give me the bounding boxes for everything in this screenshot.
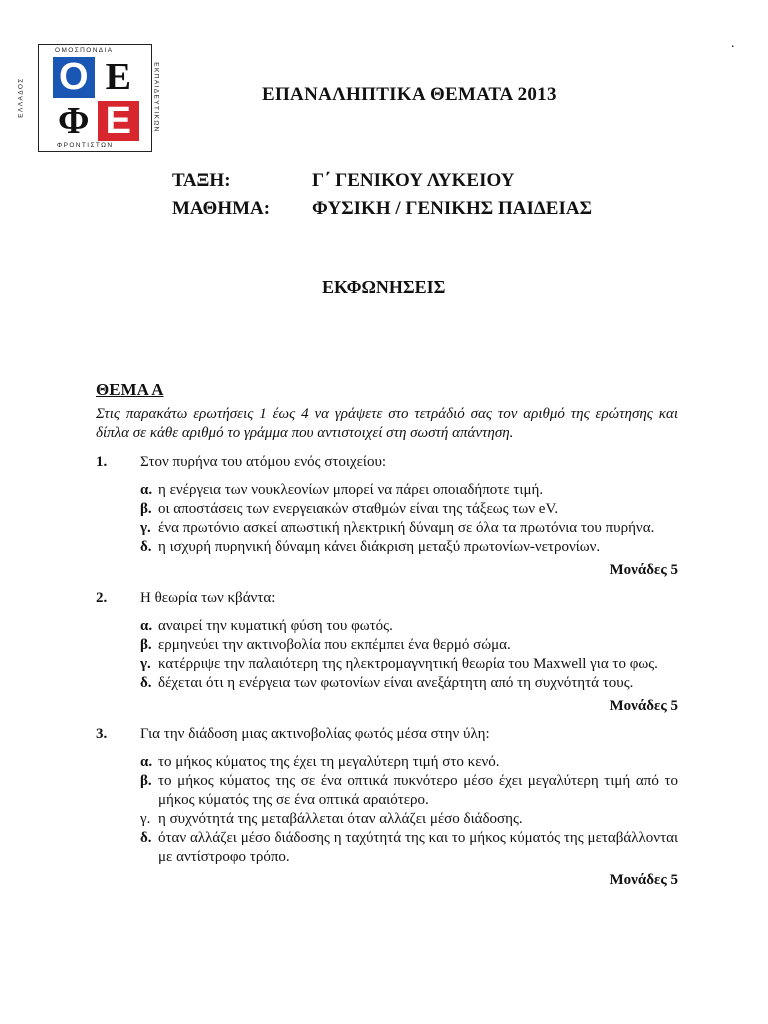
logo-letter-phi: Φ (53, 101, 95, 142)
logo-letter-epsilon: Ε (98, 57, 140, 98)
option-letter: δ. (140, 830, 152, 846)
option-letter: γ. (140, 811, 151, 827)
logo-grid (53, 57, 139, 141)
section-title: ΘΕΜΑ Α (96, 380, 164, 399)
option-text: όταν αλλάζει μέσο διάδοσης η ταχύτητά της και το μήκος κύματός της μεταβάλλονται με αντίστροφο τρόπο. (158, 830, 678, 865)
logo-letter-omicron: Ο (53, 57, 95, 98)
section-intro: Στις παρακάτω ερωτήσεις 1 έως 4 να γράψετε στο τετράδιό σας τον αριθμό της ερώτησης και δίπλα σε κάθε αριθμό το γράμμα που αντιστοιχεί στη σωστή απάντηση. (96, 406, 678, 441)
class-value: Γ΄ ΓΕΝΙΚΟΥ ΛΥΚΕΙΟΥ (312, 170, 515, 191)
option-text: το μήκος κύματος της σε ένα οπτικά πυκνότερο μέσο έχει μεγαλύτερη τιμή από το μήκος κύματός της σε ένα οπτικά αραιότερο. (158, 773, 678, 808)
document-title: ΕΠΑΝΑΛΗΠΤΙΚΑ ΘΕΜΑΤΑ 2013 (262, 84, 557, 105)
option (140, 519, 678, 538)
option-letter: α. (140, 754, 153, 770)
option-letter: γ. (140, 656, 151, 672)
question-text: Η θεωρία των κβάντα: (140, 590, 276, 606)
points-label: Μονάδες 5 (609, 562, 678, 578)
question-number: 1. (96, 454, 108, 470)
question-1-options (140, 481, 678, 557)
question-number: 3. (96, 726, 108, 742)
option (140, 810, 678, 829)
option (140, 500, 678, 519)
option-text: κατέρριψε την παλαιότερη της ηλεκτρομαγνητική θεωρία του Maxwell για το φως. (158, 656, 658, 672)
option-text: η ενέργεια των νουκλεονίων μπορεί να πάρει οποιαδήποτε τιμή. (158, 482, 544, 498)
option-letter: α. (140, 482, 153, 498)
question-number: 2. (96, 590, 108, 606)
option-text: οι αποστάσεις των ενεργειακών σταθμών είναι της τάξεως των eV. (158, 501, 559, 517)
option-letter: α. (140, 618, 153, 634)
question-text: Για την διάδοση μιας ακτινοβολίας φωτός μέσα στην ύλη: (140, 726, 490, 742)
option-letter: β. (140, 773, 152, 789)
logo-ring-left: ΕΛΛΑΔΟΣ (17, 77, 25, 118)
points-label: Μονάδες 5 (609, 698, 678, 714)
question-1 (96, 453, 678, 472)
class-label: ΤΑΞΗ: (172, 170, 231, 191)
option-text: το μήκος κύματος της έχει τη μεγαλύτερη τιμή στο κενό. (158, 754, 500, 770)
option (140, 655, 678, 674)
option-text: η ισχυρή πυρηνική δύναμη κάνει διάκριση μεταξύ πρωτονίων-νετρονίων. (158, 539, 601, 555)
option-text: ερμηνεύει την ακτινοβολία που εκπέμπει ένα θερμό σώμα. (158, 637, 511, 653)
subject-label: ΜΑΘΗΜΑ: (172, 198, 271, 219)
option (140, 481, 678, 500)
logo-letter-epsilon-red: Ε (98, 101, 140, 142)
option-text: ένα πρωτόνιο ασκεί απωστική ηλεκτρική δύναμη σε όλα τα πρωτόνια του πυρήνα. (158, 520, 655, 536)
logo-ring-right: ΕΚΠΑΙΔΕΥΤΙΚΩΝ (152, 62, 160, 133)
question-text: Στον πυρήνα του ατόμου ενός στοιχείου: (140, 454, 387, 470)
question-2 (96, 589, 678, 608)
option (140, 636, 678, 655)
subject-value: ΦΥΣΙΚΗ / ΓΕΝΙΚΗΣ ΠΑΙΔΕΙΑΣ (312, 198, 592, 219)
option (140, 829, 678, 867)
corner-mark: . (731, 36, 735, 51)
option-text: η συχνότητά της μεταβάλλεται όταν αλλάζει μέσο διάδοσης. (158, 811, 523, 827)
option (140, 617, 678, 636)
logo-ring-bottom: ΦΡΟΝΤΙΣΤΩΝ (57, 142, 114, 149)
option (140, 753, 678, 772)
option-text: αναιρεί την κυματική φύση του φωτός. (158, 618, 393, 634)
option (140, 772, 678, 810)
document-subtitle: ΕΚΦΩΝΗΣΕΙΣ (322, 277, 446, 297)
option (140, 538, 678, 557)
option (140, 674, 678, 693)
question-2-options (140, 617, 678, 693)
points-label: Μονάδες 5 (609, 872, 678, 888)
option-letter: β. (140, 637, 152, 653)
question-3 (96, 725, 678, 744)
logo-ring-top: ΟΜΟΣΠΟΝΔΙΑ (55, 47, 114, 54)
option-letter: δ. (140, 539, 152, 555)
option-letter: γ. (140, 520, 151, 536)
option-letter: δ. (140, 675, 152, 691)
option-text: δέχεται ότι η ενέργεια των φωτονίων είναι ανεξάρτητη από τη συχνότητά τους. (158, 675, 634, 691)
oefe-logo (17, 44, 160, 152)
exam-content (96, 380, 678, 899)
question-3-options (140, 753, 678, 867)
option-letter: β. (140, 501, 152, 517)
